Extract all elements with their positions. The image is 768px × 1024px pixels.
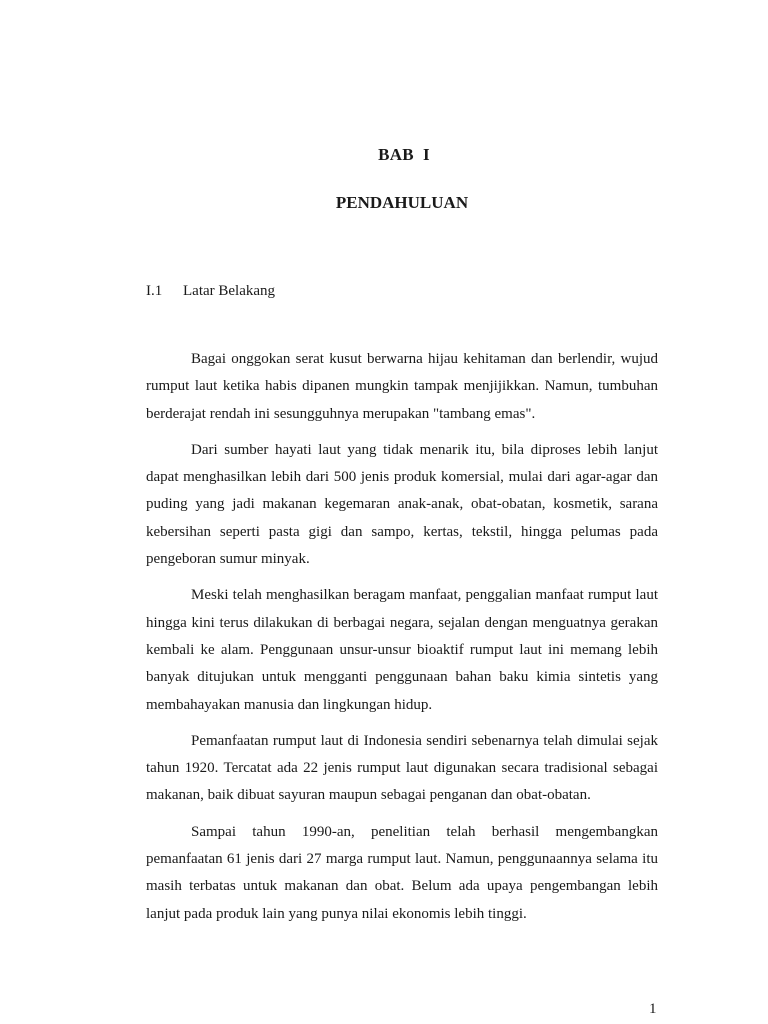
paragraph: Bagai onggokan serat kusut berwarna hijau kehitaman dan berlendir, wujud rumput laut ketika habis dipanen mungkin tampak menjijikkan. Namun, tumbuhan berderajat rendah ini sesungguhnya merupakan "tambang emas". — [146, 351, 658, 422]
chapter-number: BAB I — [378, 145, 430, 164]
body-text — [146, 346, 658, 937]
paragraph: Dari sumber hayati laut yang tidak menarik itu, bila diproses lebih lanjut dapat menghasilkan lebih dari 500 jenis produk komersial, mulai dari agar-agar dan puding yang jadi makanan kegemaran anak-anak, obat-obatan, kosmetik, sarana kebersihan seperti pasta gigi dan sampo, kertas, tekstil, hingga pelumas pada pengeboran sumur minyak. — [146, 441, 658, 568]
paragraph: Sampai tahun 1990-an, penelitian telah berhasil mengembangkan pemanfaatan 61 jenis dari 27 marga rumput laut. Namun, penggunaannya selama itu masih terbatas untuk makanan dan obat. Belum ada upaya pengembangan lebih lanjut pada produk lain yang punya nilai ekonomis lebih tinggi. — [146, 823, 658, 922]
section-number: I.1 — [146, 283, 163, 299]
chapter-title: PENDAHULUAN — [335, 193, 469, 212]
section-title: Latar Belakang — [183, 283, 276, 299]
page-number: 1 — [649, 1001, 657, 1017]
paragraph: Meski telah menghasilkan beragam manfaat, penggalian manfaat rumput laut hingga kini terus dilakukan di berbagai negara, sejalan dengan menguatnya gerakan kembali ke alam. Penggunaan unsur-unsur bioaktif rumput laut ini memang lebih banyak ditujukan untuk mengganti penggunaan bahan baku kimia sintetis yang membahayakan manusia dan lingkungan hidup. — [146, 587, 658, 713]
paragraph: Pemanfaatan rumput laut di Indonesia sendiri sebenarnya telah dimulai sejak tahun 1920. Tercatat ada 22 jenis rumput laut digunakan secara tradisional sebagai makanan, baik dibuat sayuran maupun sebagai penganan dan obat-obatan. — [146, 732, 658, 804]
section-heading — [146, 283, 275, 300]
